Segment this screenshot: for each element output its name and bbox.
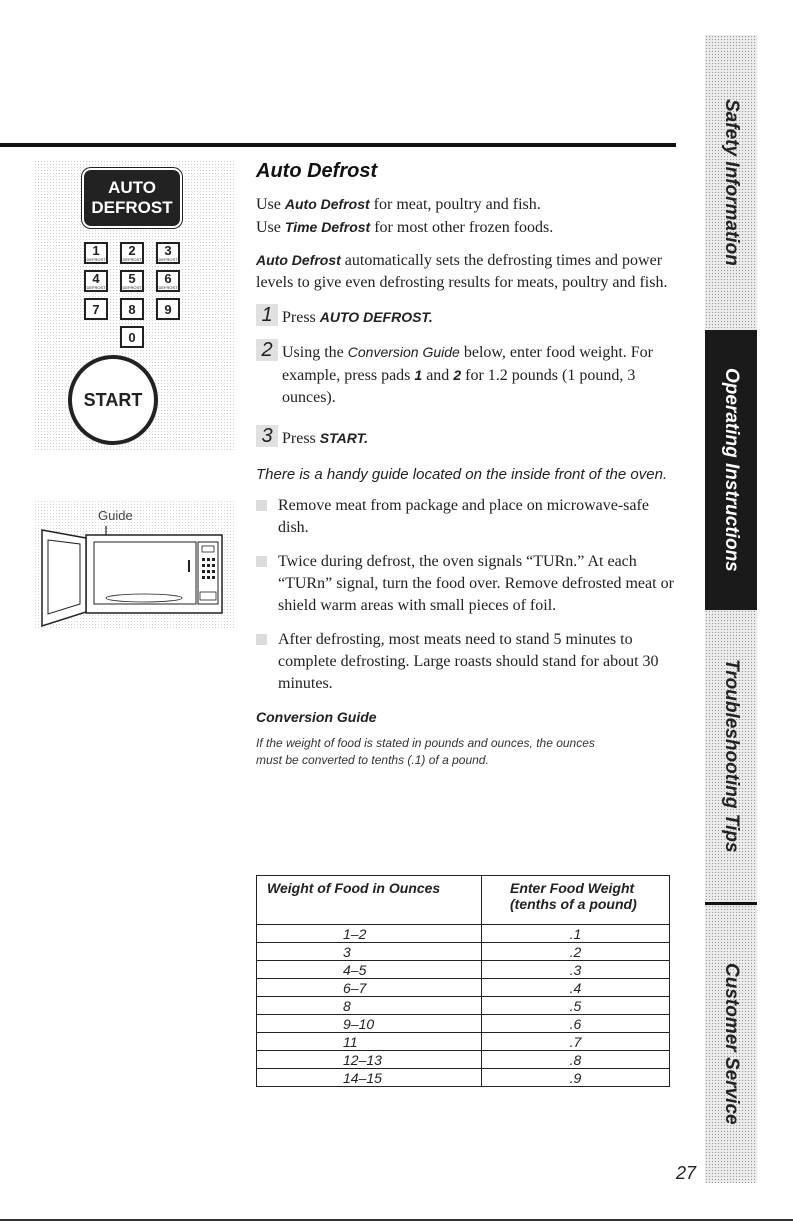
tenths-cell: .4 [482,979,670,997]
microwave-drawing [34,500,234,630]
tenths-cell: .3 [482,961,670,979]
tab-operating-instructions[interactable]: Operating Instructions [705,330,757,610]
column-header-ounces: Weight of Food in Ounces [257,876,482,925]
start-key: START [68,355,158,445]
ounces-cell: 1–2 [257,925,482,943]
table-row [257,943,670,961]
tab-troubleshooting-tips[interactable]: Troubleshooting Tips [705,610,757,902]
tenths-cell: .9 [482,1069,670,1087]
table-row [257,1015,670,1033]
step-2: 2 Using the Conversion Guide below, enter food weight. For example, press pads 1 and 2 for 1.2 pounds (1 pound, 3 ounces). [256,341,676,409]
page-number: 27 [676,1163,697,1183]
bullet-marker [256,500,267,511]
tab-safety-information[interactable]: Safety Information [705,35,757,330]
intro-line-1: Use Auto Defrost for meat, poultry and fish. [256,196,541,213]
ounces-cell: 4–5 [257,961,482,979]
bullet-item: After defrosting, most meats need to stand 5 minutes to complete defrosting. Large roasts should stand for about 30 minutes. [256,629,676,695]
table-row [257,979,670,997]
step-number: 3 [256,425,278,447]
top-rule [0,143,676,147]
auto-defrost-key [84,170,180,226]
bullet-item: Remove meat from package and place on microwave-safe dish. [256,495,676,539]
bullet-marker [256,556,267,567]
tenths-cell: .7 [482,1033,670,1051]
key-3: 3 DEFROST [156,242,180,264]
key-4: 4 DEFROST [84,270,108,292]
table-row [257,961,670,979]
column-header-tenths: Enter Food Weight (tenths of a pound) [482,876,670,925]
section-title: Auto Defrost [256,160,378,182]
keypad-illustration [34,160,234,450]
key-2: 2 DEFROST [120,242,144,264]
ounces-cell: 14–15 [257,1069,482,1087]
key-0: 0 [120,326,144,348]
auto-key-line1: AUTO [108,178,156,197]
step-3: 3 Press START. [256,427,676,450]
step-number: 2 [256,339,278,361]
auto-key-line2: DEFROST [91,198,173,217]
oven-illustration [34,500,234,630]
table-row [257,997,670,1015]
tenths-cell: .6 [482,1015,670,1033]
conversion-note: If the weight of food is stated in pounds and ounces, the ounces must be converted to tenths (.1) of a pound. [256,736,595,767]
guide-label: Guide [98,508,133,523]
tenths-cell: .2 [482,943,670,961]
key-5: 5 DEFROST [120,270,144,292]
ounces-cell: 12–13 [257,1051,482,1069]
ounces-cell: 9–10 [257,1015,482,1033]
intro-line-2: Use Time Defrost for most other frozen foods. [256,219,554,236]
table-row [257,1069,670,1087]
intro-paragraph: Auto Defrost automatically sets the defrosting times and power levels to give even defrosting results for meats, poultry and fish. [256,252,668,291]
step-1: 1 Press AUTO DEFROST. [256,306,676,329]
conversion-table [256,875,670,1087]
key-1: 1 DEFROST [84,242,108,264]
key-9: 9 [156,298,180,320]
main-content [256,160,676,769]
guide-note: There is a handy guide located on the inside front of the oven. [256,466,668,483]
key-7: 7 [84,298,108,320]
ounces-cell: 6–7 [257,979,482,997]
table-row [257,925,670,943]
ounces-cell: 11 [257,1033,482,1051]
tab-customer-service[interactable]: Customer Service [705,905,757,1183]
step-number: 1 [256,304,278,326]
table-row [257,1033,670,1051]
tenths-cell: .8 [482,1051,670,1069]
bullet-marker [256,634,267,645]
tenths-cell: .1 [482,925,670,943]
ounces-cell: 3 [257,943,482,961]
bullet-item: Twice during defrost, the oven signals “TURn.” At each “TURn” signal, turn the food over. Remove defrosted meat or shield warm areas with small pieces of foil. [256,551,676,617]
bottom-rule [0,1219,793,1221]
table-row [257,1051,670,1069]
table-header-row [257,876,670,925]
ounces-cell: 8 [257,997,482,1015]
key-6: 6 DEFROST [156,270,180,292]
conversion-guide-title: Conversion Guide [256,709,377,725]
key-8: 8 [120,298,144,320]
tenths-cell: .5 [482,997,670,1015]
